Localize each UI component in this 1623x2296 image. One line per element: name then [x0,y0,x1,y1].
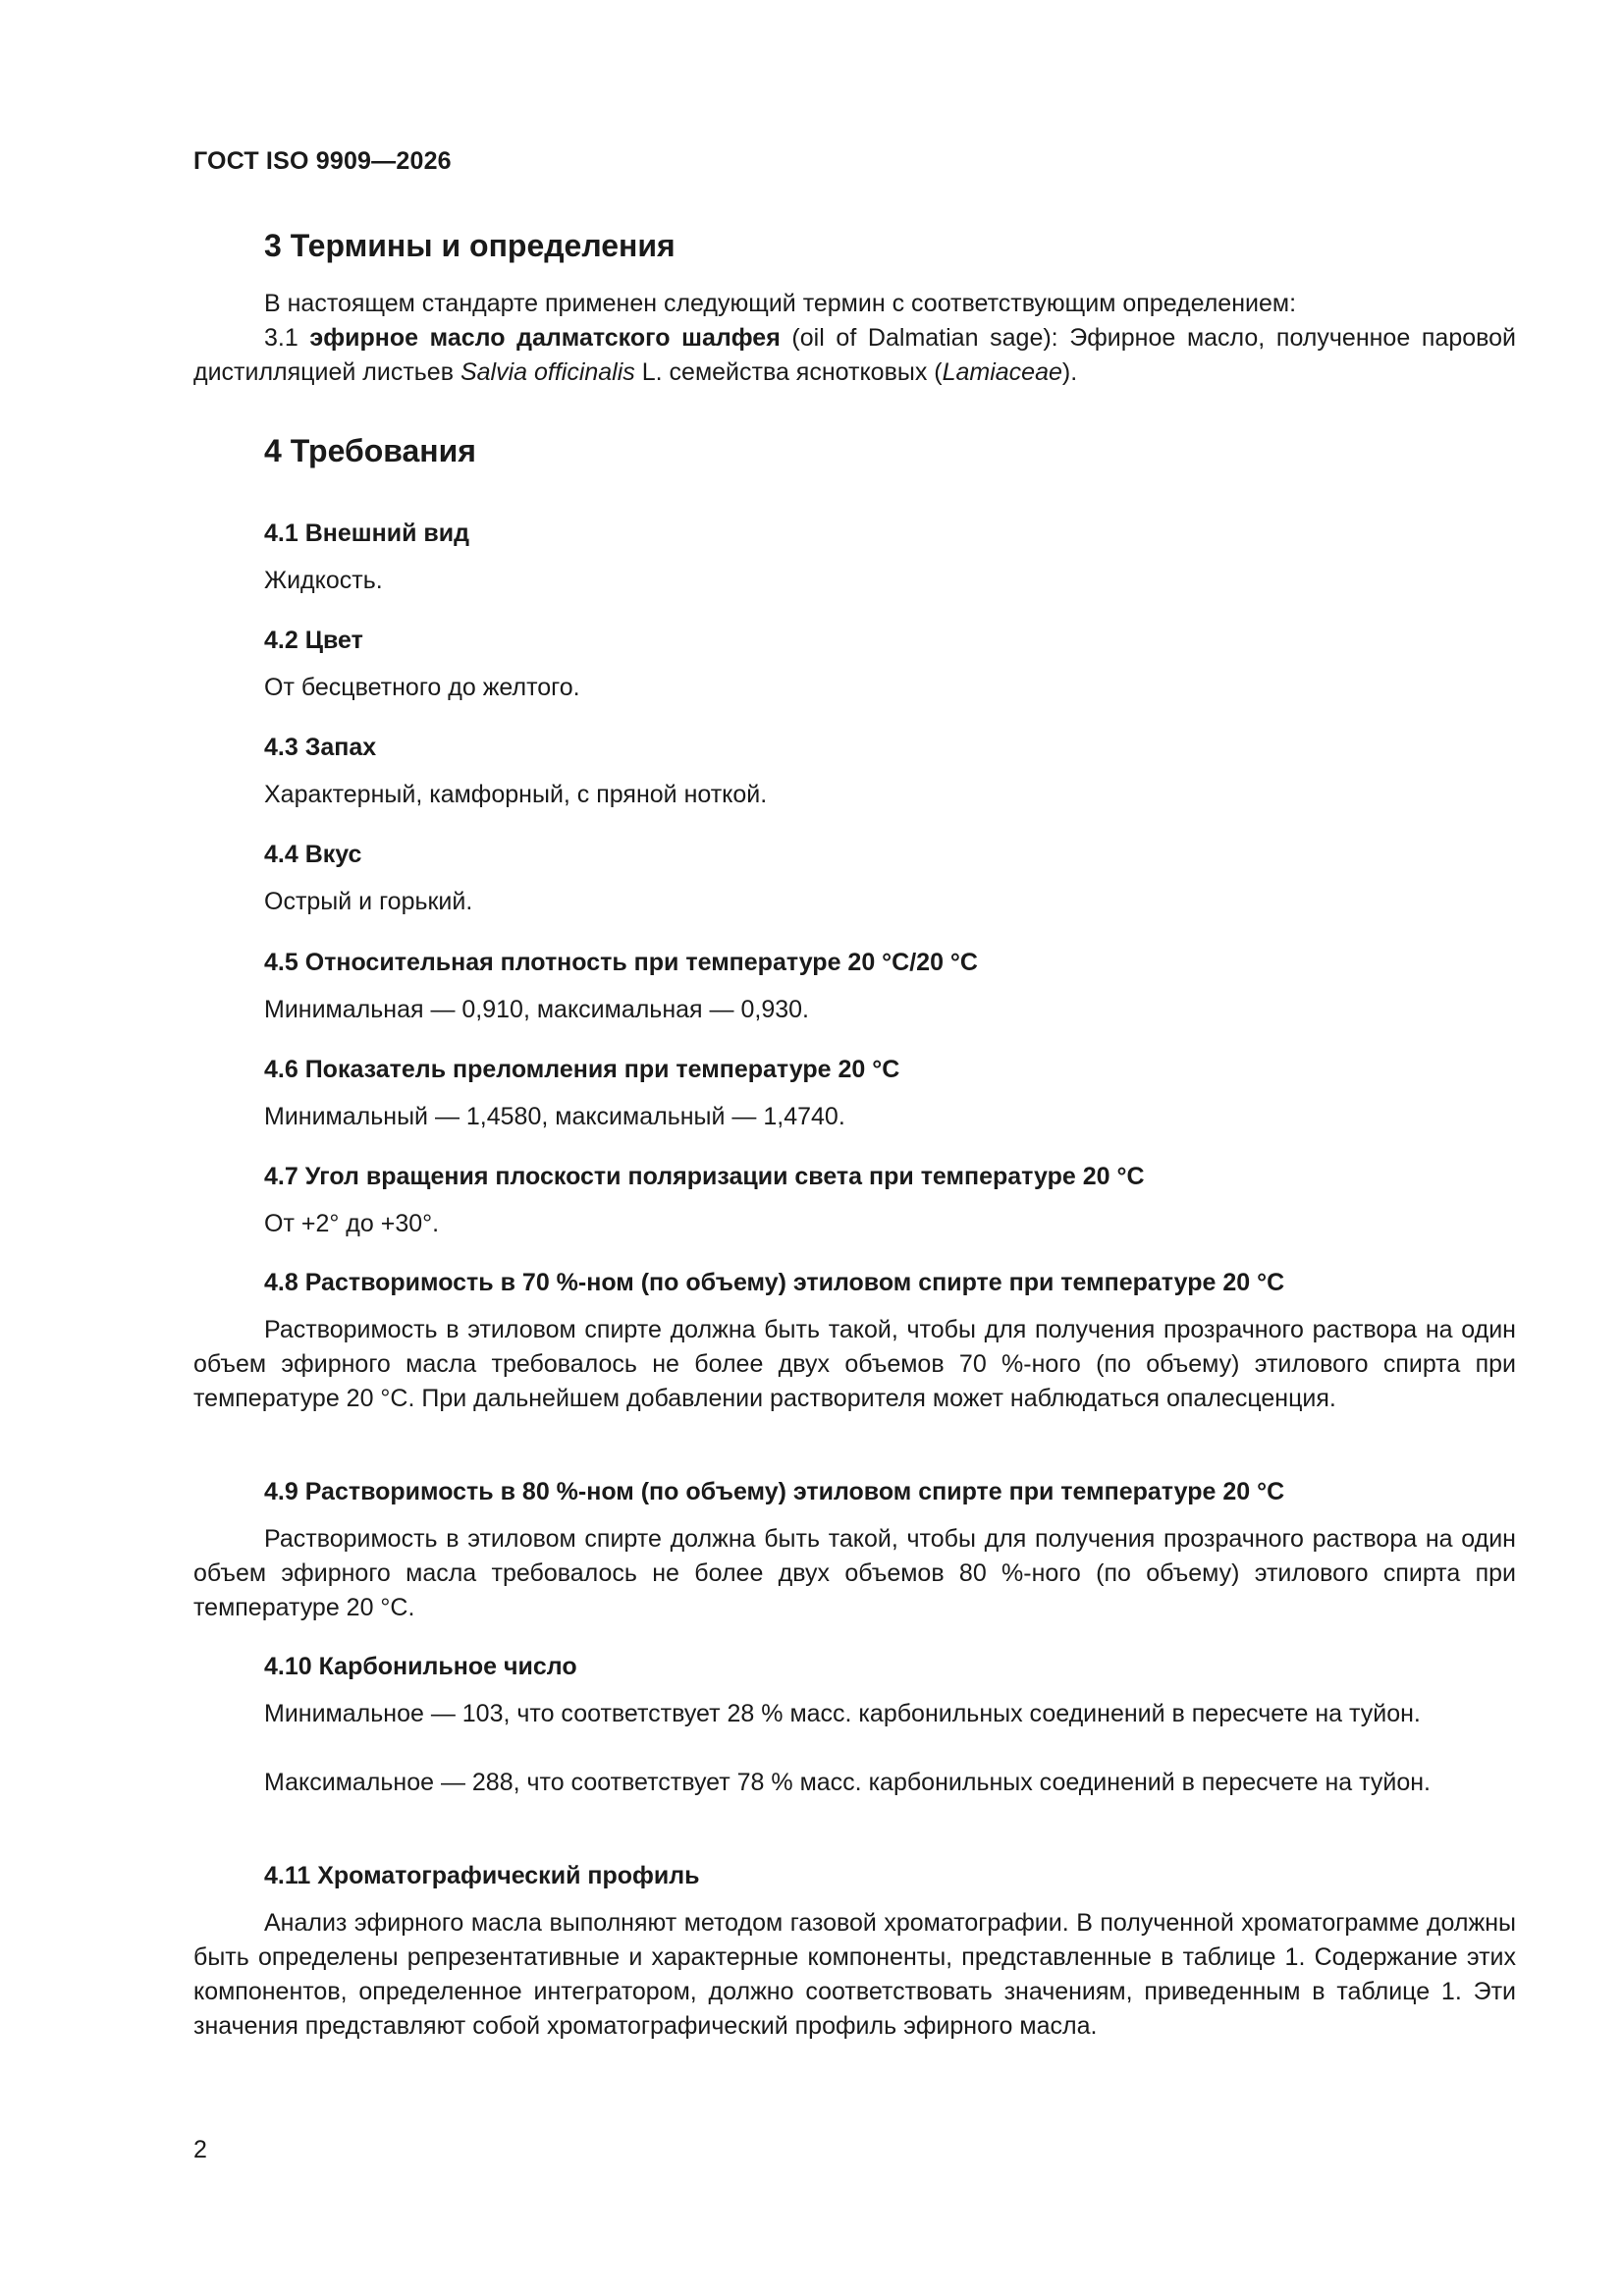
item-4-10-title: 4.10 Карбонильное число [264,1653,577,1680]
item-4-1-text: Жидкость. [264,567,383,594]
item-4-5-title: 4.5 Относительная плотность при температуре 20 °С/20 °С [264,949,978,976]
document-page [193,0,1516,2296]
item-4-11-title: 4.11 Хроматографический профиль [264,1862,700,1889]
term-latin-name: Salvia officinalis [460,358,635,386]
term-definition-end: ). [1061,358,1078,386]
document-header: ГОСТ ISO 9909—2026 [193,147,452,175]
term-definition-part2: L. семейства яснотковых ( [634,358,943,386]
item-4-9-title: 4.9 Растворимость в 80 %-ном (по объему) этиловом спирте при температуре 20 °С [264,1478,1285,1505]
term-number: 3.1 [264,324,310,352]
term-name: эфирное масло далматского шалфея [309,324,781,352]
item-4-4-text: Острый и горький. [264,888,473,915]
section-3-title: 3 Термины и определения [264,228,676,263]
item-4-2-title: 4.2 Цвет [264,627,363,654]
item-4-9-text: Растворимость в этиловом спирте должна быть такой, чтобы для получения прозрачного раствора на один объем эфирного масла требовалось не более двух объемов 80 %-ного (по объему) этилового спирта при температуре 20 °С. [193,1525,1516,1621]
item-4-5-text: Минимальная — 0,910, максимальная — 0,930. [264,996,809,1023]
item-4-7-text: От +2° до +30°. [264,1210,440,1237]
item-4-10-text-min: Минимальное — 103, что соответствует 28 % масс. карбонильных соединений в пересчете на туйон. [264,1700,1421,1727]
item-4-11-text: Анализ эфирного масла выполняют методом газовой хроматографии. В полученной хроматограмме должны быть определены репрезентативные и характерные компоненты, представленные в таблице 1. Содержание этих компонентов, определенное интегратором, должно соответствовать значениям, приведенным в таблице 1. Эти значения представляют собой хроматографический профиль эфирного масла. [193,1909,1516,2040]
item-4-1-title: 4.1 Внешний вид [264,519,469,547]
item-4-2-text: От бесцветного до желтого. [264,674,580,701]
page-number: 2 [193,2136,207,2163]
item-4-7-title: 4.7 Угол вращения плоскости поляризации света при температуре 20 °С [264,1163,1145,1190]
item-4-3-title: 4.3 Запах [264,734,377,761]
item-4-3-text: Характерный, камфорный, с пряной ноткой. [264,781,768,808]
item-4-6-title: 4.6 Показатель преломления при температуре 20 °С [264,1056,900,1083]
term-3-1 [193,321,1516,390]
item-4-8-title: 4.8 Растворимость в 70 %-ном (по объему) этиловом спирте при температуре 20 °С [264,1269,1285,1296]
section-3-intro: В настоящем стандарте применен следующий термин с соответствующим определением: [264,290,1297,317]
item-4-10-text-max: Максимальное — 288, что соответствует 78 % масс. карбонильных соединений в пересчете на туйон. [264,1769,1431,1796]
item-4-6-text: Минимальный — 1,4580, максимальный — 1,4740. [264,1103,845,1130]
item-4-4-title: 4.4 Вкус [264,841,362,868]
item-4-8-text: Растворимость в этиловом спирте должна быть такой, чтобы для получения прозрачного раствора на один объем эфирного масла требовалось не более двух объемов 70 %-ного (по объему) этилового спирта при температуре 20 °С. При дальнейшем добавлении растворителя может наблюдаться опалесценция. [193,1316,1516,1412]
term-family-name: Lamiaceae [942,358,1062,386]
term-definition-part1: (oil of Dalmatian sage): Эфирное масло, полученное паровой дистилляцией листьев [193,324,1517,386]
section-4-title: 4 Требования [264,433,476,468]
